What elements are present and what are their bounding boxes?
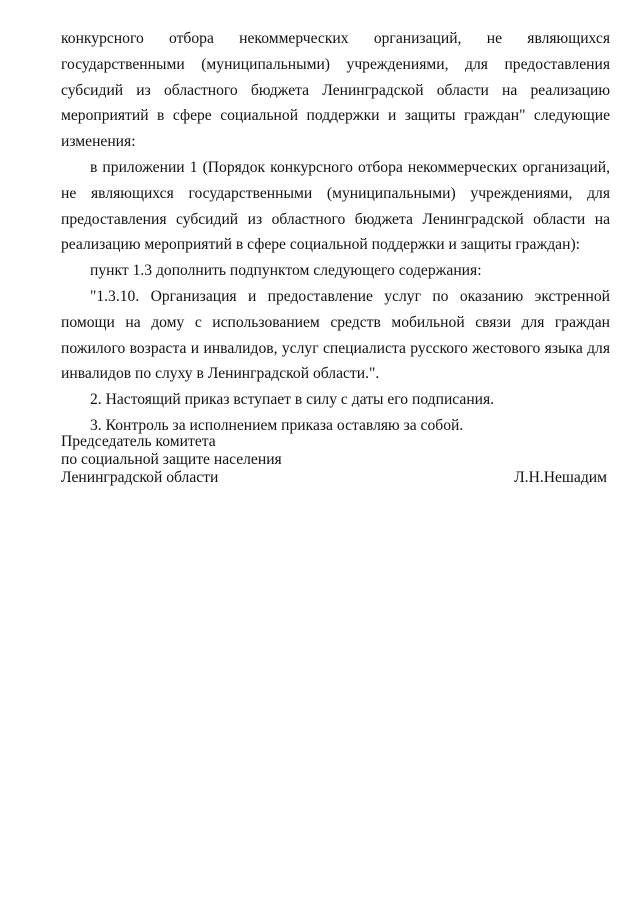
paragraph-clause-addition: пункт 1.3 дополнить подпунктом следующего содержания: <box>90 262 482 280</box>
signatory-title-line-1: Председатель комитета <box>61 433 216 450</box>
signatory-name: Л.Н.Нешадим <box>514 469 607 486</box>
document-body <box>61 26 610 439</box>
paragraph-control: 3. Контроль за исполнением приказа оставляю за собой. <box>90 416 464 434</box>
paragraph-amendment-intro: конкурсного отбора некоммерческих организаций, не являющихся государственными (муниципальными) учреждениями, для предоставления субсидий из областного бюджета Ленинградской области на реализацию мероприятий в сфере социальной поддержки и защиты граждан" следующие изменения: <box>61 30 610 151</box>
paragraph-clause-text: "1.3.10. Организация и предоставление услуг по оказанию экстренной помощи на дому с использованием средств мобильной связи для граждан пожилого возраста и инвалидов, услуг специалиста русского жестового языка для инвалидов по слуху в Ленинградской области.". <box>61 287 610 383</box>
signature-block <box>61 433 610 487</box>
signatory-title-line-3: Ленинградской области <box>61 469 219 486</box>
signatory-title-line-2: по социальной защите населения <box>61 451 282 468</box>
paragraph-effective-date: 2. Настоящий приказ вступает в силу с даты его подписания. <box>90 391 495 409</box>
paragraph-appendix-reference: в приложении 1 (Порядок конкурсного отбора некоммерческих организаций, не являющихся государственными (муниципальными) учреждениями, для предоставления субсидий из областного бюджета Ленинградской области на реализацию мероприятий в сфере социальной поддержки и защиты граждан): <box>61 158 610 254</box>
signature-row <box>61 469 610 487</box>
